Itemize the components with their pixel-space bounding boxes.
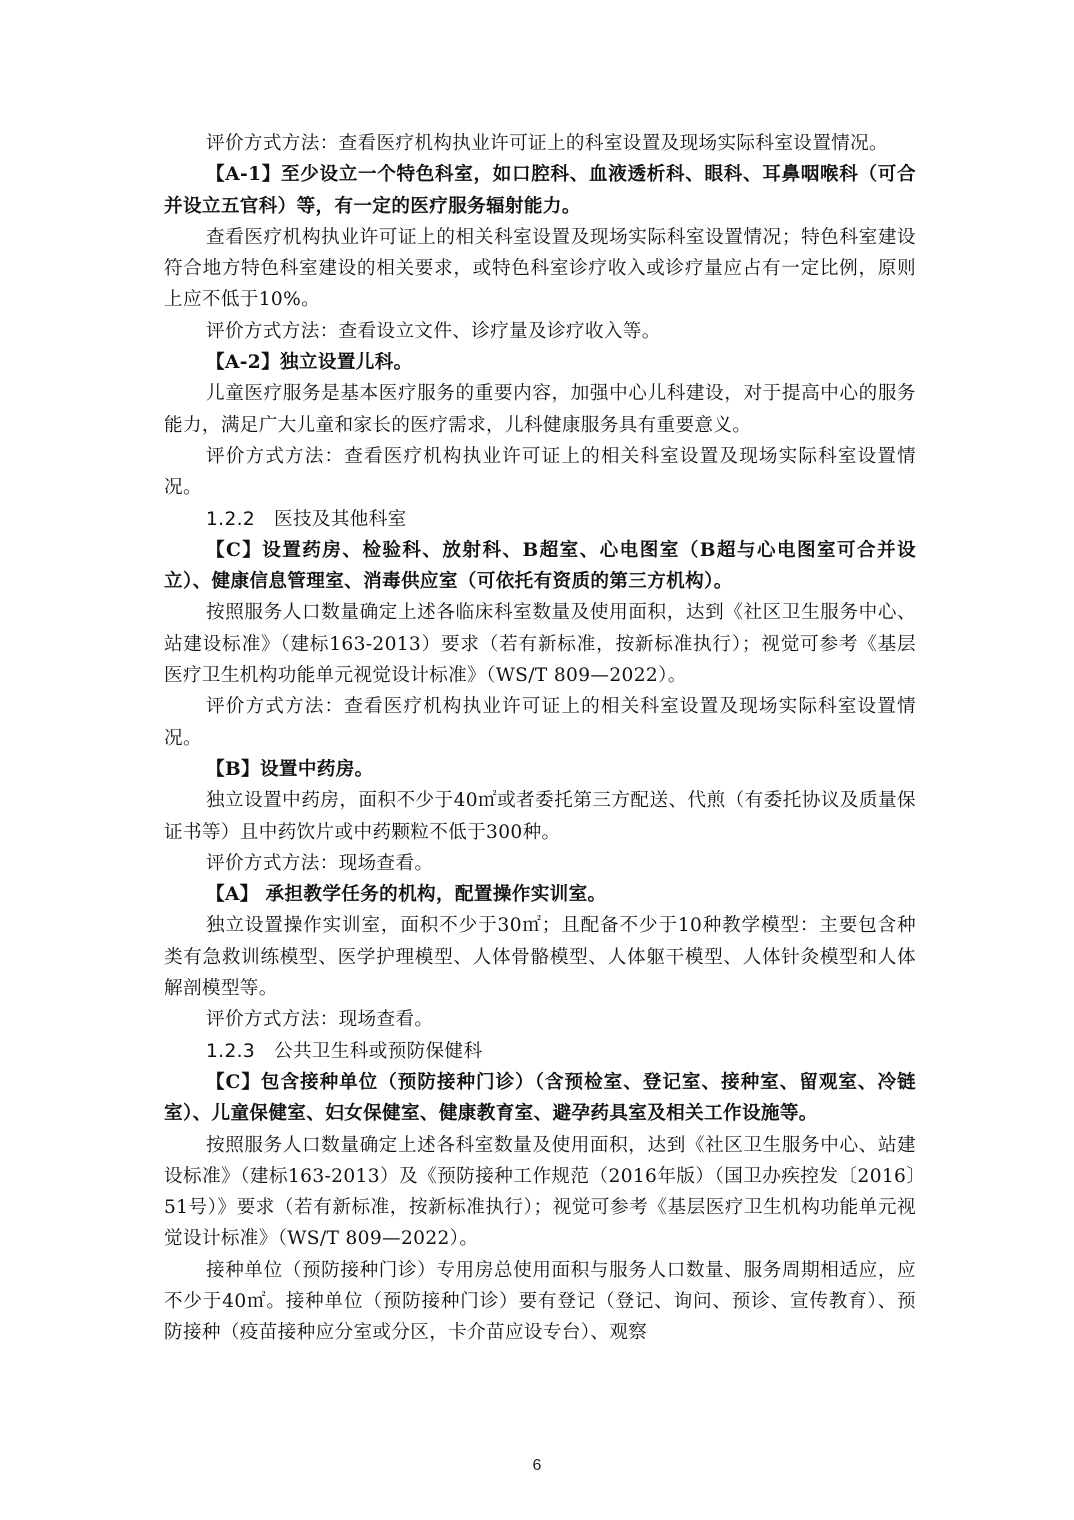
paragraph: 独立设置中药房，面积不少于40㎡或者委托第三方配送、代煎（有委托协议及质量保证书等）且中药饮片或中药颗粒不低于300种。	[164, 790, 916, 843]
paragraph: 评价方式方法：查看医疗机构执业许可证上的相关科室设置及现场实际科室设置情况。	[164, 445, 916, 499]
section-heading-1-2-3: 1.2.3 公共卫生科或预防保健科	[206, 1040, 483, 1062]
paragraph: 评价方式方法：查看医疗机构执业许可证上的科室设置及现场实际科室设置情况。	[206, 133, 888, 154]
paragraph: 按照服务人口数量确定上述各临床科室数量及使用面积，达到《社区卫生服务中心、站建设标准》（建标163-2013）要求（若有新标准，按新标准执行）；视觉可参考《基层医疗卫生机构功能单元视觉设计标准》（WS/T 809—2022）。	[164, 602, 916, 687]
paragraph: 独立设置操作实训室，面积不少于30㎡；且配备不少于10种教学模型：主要包含种类有急救训练模型、医学护理模型、人体骨骼模型、人体躯干模型、人体针灸模型和人体解剖模型等。	[164, 915, 916, 1000]
paragraph: 评价方式方法：查看医疗机构执业许可证上的相关科室设置及现场实际科室设置情况。	[164, 696, 916, 749]
paragraph: 接种单位（预防接种门诊）专用房总使用面积与服务人口数量、服务周期相适应，应不少于40㎡。接种单位（预防接种门诊）要有登记（登记、询问、预诊、宣传教育）、预防接种（疫苗接种应分室或分区，卡介苗应设专台）、观察	[164, 1259, 916, 1344]
criterion-c: 【C】设置药房、检验科、放射科、B超室、心电图室（B超与心电图室可合并设立）、健康信息管理室、消毒供应室（可依托有资质的第三方机构）。	[164, 539, 916, 593]
criterion-a2: 【A-2】独立设置儿科。	[206, 352, 413, 374]
section-heading-1-2-2: 1.2.2 医技及其他科室	[206, 508, 407, 530]
page-number: 6	[532, 1457, 542, 1474]
paragraph: 查看医疗机构执业许可证上的相关科室设置及现场实际科室设置情况；特色科室建设符合地方特色科室建设的相关要求，或特色科室诊疗收入或诊疗量应占有一定比例，原则上应不低于10%。	[164, 226, 916, 311]
criterion-a1: 【A-1】至少设立一个特色科室，如口腔科、血液透析科、眼科、耳鼻咽喉科（可合并设立五官科）等，有一定的医疗服务辐射能力。	[164, 164, 916, 217]
criterion-b: 【B】设置中药房。	[206, 758, 374, 780]
paragraph: 评价方式方法：现场查看。	[206, 852, 434, 874]
paragraph: 评价方式方法：查看设立文件、诊疗量及诊疗收入等。	[206, 320, 661, 342]
paragraph: 按照服务人口数量确定上述各科室数量及使用面积，达到《社区卫生服务中心、站建设标准》（建标163-2013）及《预防接种工作规范（2016年版）（国卫办疾控发〔2016〕51号）》要求（若有新标准，按新标准执行）；视觉可参考《基层医疗卫生机构功能单元视觉设计标准》（WS/T 809—2022）。	[164, 1134, 916, 1250]
criterion-c: 【C】包含接种单位（预防接种门诊）（含预检室、登记室、接种室、留观室、冷链室）、儿童保健室、妇女保健室、健康教育室、避孕药具室及相关工作设施等。	[164, 1071, 916, 1125]
criterion-a: 【A】 承担教学任务的机构，配置操作实训室。	[206, 884, 607, 906]
paragraph: 评价方式方法：现场查看。	[206, 1009, 434, 1031]
document-body	[164, 128, 916, 1349]
paragraph: 儿童医疗服务是基本医疗服务的重要内容，加强中心儿科建设，对于提高中心的服务能力，满足广大儿童和家长的医疗需求，儿科健康服务具有重要意义。	[164, 383, 916, 436]
